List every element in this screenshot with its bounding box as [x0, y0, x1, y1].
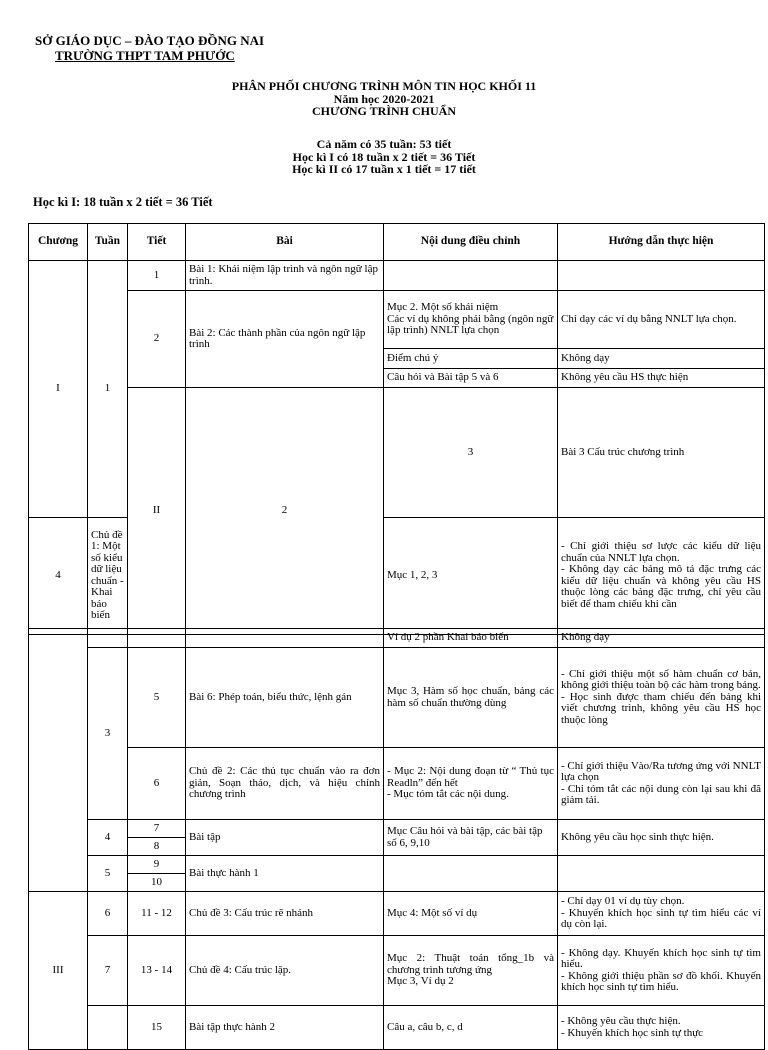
lesson-cell: Bài thực hành 1 — [186, 856, 384, 892]
period-cell: 7 — [128, 820, 186, 838]
guidance-cell: Chỉ dạy các ví dụ bằng NNLT lựa chọn. — [558, 291, 765, 349]
lesson-cell: Bài 6: Phép toán, biểu thức, lệnh gán — [186, 648, 384, 748]
period-cell: 2 — [128, 291, 186, 388]
adjustment-cell — [384, 856, 558, 892]
week-cell: 1 — [88, 261, 128, 518]
guidance-cell: Không yêu cầu HS thực hiện — [558, 369, 765, 388]
curriculum-table-1 — [28, 223, 765, 635]
guidance-cell: Không dạy — [558, 629, 765, 648]
guidance-cell: - Không yêu cầu thực hiện. - Khuyến khích học sinh tự thực — [558, 1006, 765, 1050]
summary-line-1: Cả năm có 35 tuần: 53 tiết — [316, 137, 452, 151]
lesson-cell: Bài tập thực hành 2 — [186, 1006, 384, 1050]
chapter-cell: I — [29, 261, 88, 518]
lesson-cell: Bài 1: Khái niệm lập trình và ngôn ngữ lập trình. — [186, 261, 384, 291]
guidance-cell: - Không dạy. Khuyến khích học sinh tự tìm hiểu. - Không giới thiệu phần sơ đồ khối. Khuyến khích học sinh tự tìm hiểu. — [558, 936, 765, 1006]
period-cell: 4 — [29, 517, 88, 634]
summary-line-3: Học kì II có 17 tuần x 1 tiết = 17 tiết — [292, 162, 476, 176]
guidance-cell — [558, 856, 765, 892]
col-header-lesson: Bài — [186, 224, 384, 261]
adjustment-cell: Mục 4: Một số ví dụ — [384, 892, 558, 936]
period-cell: 10 — [128, 874, 186, 892]
week-cell: 3 — [88, 648, 128, 820]
period-cell: 5 — [128, 648, 186, 748]
title-line-1: PHÂN PHỐI CHƯƠNG TRÌNH MÔN TIN HỌC KHỐI 11 — [231, 79, 537, 93]
period-cell: 9 — [128, 856, 186, 874]
week-cell: 6 — [88, 892, 128, 936]
chapter-cell: III — [29, 892, 88, 1050]
lesson-cell: Bài 3 Cấu trúc chương trình — [558, 388, 765, 518]
table-row — [29, 748, 765, 820]
col-header-adjustment: Nội dung điều chỉnh — [384, 224, 558, 261]
guidance-cell: Không dạy — [558, 349, 765, 369]
guidance-cell — [558, 261, 765, 291]
table-row — [29, 261, 765, 291]
table-row — [29, 388, 765, 518]
table-row — [29, 1006, 765, 1050]
adjustment-cell: - Mục 2: Nội dung đoạn từ “ Thủ tục Readln” đến hết - Mục tóm tắt các nội dung. — [384, 748, 558, 820]
week-cell — [88, 629, 128, 648]
week-cell: 7 — [88, 936, 128, 1006]
period-cell: 13 - 14 — [128, 936, 186, 1006]
guidance-cell: - Chỉ giới thiệu một số hàm chuẩn cơ bản, không giới thiệu toàn bộ các hàm trong bảng. - Học sinh được tham chiếu đến bảng khi viết chương trình, không yêu cầu HS học thuộc lòng — [558, 648, 765, 748]
adjustment-cell: Câu hỏi và Bài tập 5 và 6 — [384, 369, 558, 388]
adjustment-cell: Mục Câu hỏi và bài tập, các bài tập số 6, 9,10 — [384, 820, 558, 856]
chapter-cell: II — [128, 388, 186, 635]
guidance-cell: - Chỉ giới thiệu Vào/Ra tương ứng với NNLT lựa chọn - Chỉ tóm tắt các nội dung còn lại sau khi đã giảm tải. — [558, 748, 765, 820]
table-row — [29, 291, 765, 349]
adjustment-cell: Mục 3, Hàm số học chuẩn, bảng các hàm số chuẩn thường dùng — [384, 648, 558, 748]
adjustment-cell: Mục 2: Thuật toán tổng_1b và chương trình tương ứng Mục 3, Ví dụ 2 — [384, 936, 558, 1006]
table-row — [29, 856, 765, 874]
guidance-cell: - Chỉ giới thiệu sơ lược các kiểu dữ liệu chuẩn của NNLT lựa chọn. - Không dạy các bảng mô tả đặc trưng các kiểu dữ liệu chuẩn và không yêu cầu HS thuộc lòng các bảng đặc trưng, chỉ yêu cầu biết để tham chiếu khi cần — [558, 517, 765, 634]
summary-line-2: Học kì I có 18 tuần x 2 tiết = 36 Tiết — [292, 149, 476, 164]
adjustment-cell: Điểm chú ý — [384, 349, 558, 369]
lesson-cell: Bài tập — [186, 820, 384, 856]
lesson-cell: Chủ đề 2: Các thủ tục chuẩn vào ra đơn giản, Soạn thảo, dịch, và hiệu chỉnh chương trình — [186, 748, 384, 820]
chapter-cell — [29, 629, 88, 892]
schedule-summary — [0, 138, 768, 176]
col-header-guidance: Hướng dẫn thực hiện — [558, 224, 765, 261]
document-title — [0, 80, 768, 118]
period-cell: 1 — [128, 261, 186, 291]
table-row — [29, 936, 765, 1006]
semester-heading: Học kì I: 18 tuần x 2 tiết = 36 Tiết — [33, 195, 213, 209]
table-row — [29, 892, 765, 936]
adjustment-cell: Ví dụ 2 phần Khai báo biến — [384, 629, 558, 648]
week-cell: 4 — [88, 820, 128, 856]
col-header-week: Tuần — [88, 224, 128, 261]
week-cell: 2 — [186, 388, 384, 635]
col-header-period: Tiết — [128, 224, 186, 261]
table-row — [29, 629, 765, 648]
school-name: TRƯỜNG THPT TAM PHƯỚC — [55, 48, 235, 63]
adjustment-cell — [384, 261, 558, 291]
table-row — [29, 648, 765, 748]
period-cell: 3 — [384, 388, 558, 518]
table-row — [29, 820, 765, 838]
title-line-2: Năm học 2020-2021 — [333, 91, 435, 106]
lesson-cell — [186, 629, 384, 648]
week-cell — [88, 1006, 128, 1050]
period-cell: 8 — [128, 838, 186, 856]
period-cell: 6 — [128, 748, 186, 820]
week-cell: 5 — [88, 856, 128, 892]
lesson-cell: Chủ đề 1: Một số kiểu dữ liệu chuẩn - Khai báo biến — [88, 517, 128, 634]
lesson-cell: Chủ đề 3: Cấu trúc rẽ nhánh — [186, 892, 384, 936]
adjustment-cell: Mục 1, 2, 3 — [384, 517, 558, 634]
table-header-row — [29, 224, 765, 261]
period-cell: 11 - 12 — [128, 892, 186, 936]
period-cell — [128, 629, 186, 648]
adjustment-cell: Câu a, câu b, c, d — [384, 1006, 558, 1050]
col-header-chapter: Chương — [29, 224, 88, 261]
lesson-cell: Bài 2: Các thành phần của ngôn ngữ lập trình — [186, 291, 384, 388]
lesson-cell: Chủ đề 4: Cấu trúc lặp. — [186, 936, 384, 1006]
department-name: SỞ GIÁO DỤC – ĐÀO TẠO ĐỒNG NAI — [35, 33, 265, 48]
title-line-3: CHƯƠNG TRÌNH CHUẨN — [311, 104, 456, 118]
curriculum-table-2 — [28, 628, 765, 1050]
guidance-cell: Không yêu cầu học sinh thực hiện. — [558, 820, 765, 856]
period-cell: 15 — [128, 1006, 186, 1050]
adjustment-cell: Mục 2. Một số khái niệm Các ví dụ không phải bằng (ngôn ngữ lập trình) NNLT lựa chọn — [384, 291, 558, 349]
guidance-cell: - Chỉ dạy 01 ví dụ tùy chọn. - Khuyến khích học sinh tự tìm hiểu các ví dụ còn lại. — [558, 892, 765, 936]
